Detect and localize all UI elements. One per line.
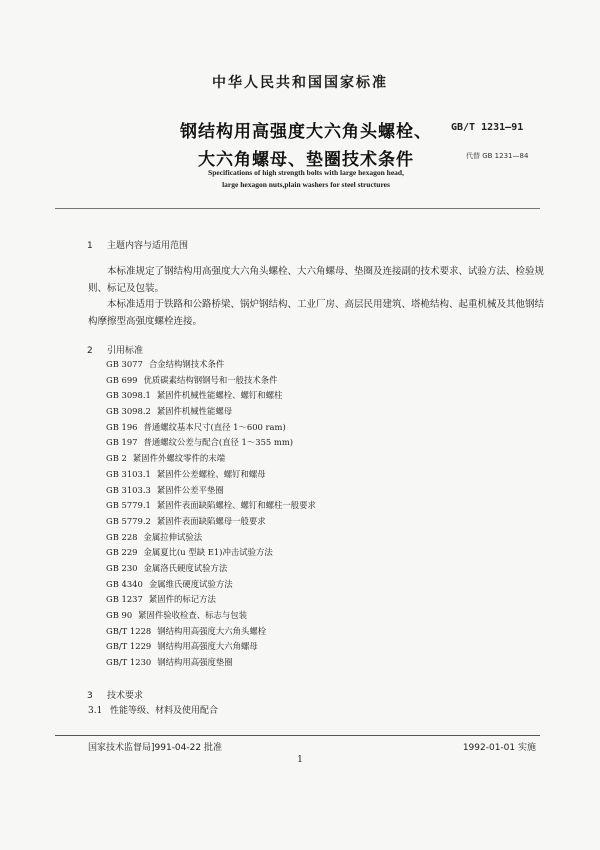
list-item (106, 545, 316, 561)
ref-title: 普通螺纹基本尺寸(直径 1～600 ram) (143, 421, 286, 432)
section-title: 主题内容与适用范围 (107, 241, 189, 251)
english-title (156, 167, 456, 191)
section-3-1-heading (88, 703, 218, 716)
list-item (106, 451, 316, 467)
ref-title: 金属拉伸试验法 (143, 531, 203, 542)
ref-title: 紧固件机械性能螺栓、螺钉和螺柱 (156, 390, 283, 401)
subsection-title: 性能等级、材料及使用配合 (110, 706, 219, 716)
section-number: 2 (87, 346, 93, 356)
standard-code: GB/T 1231—91 (451, 122, 524, 133)
list-item (106, 530, 316, 546)
ref-code: GB 230 (106, 562, 138, 573)
list-item (106, 420, 316, 436)
ref-title: 紧固件公差螺栓、螺钉和螺母 (156, 468, 266, 479)
list-item (106, 592, 316, 608)
section-3-heading (87, 688, 143, 701)
ref-code: GB 5779.1 (106, 500, 151, 511)
page-number: 1 (297, 755, 303, 765)
ref-code: GB/T 1230 (106, 657, 152, 668)
list-item (106, 373, 316, 389)
ref-code: GB/T 1229 (106, 641, 152, 652)
ref-code: GB 228 (106, 531, 138, 542)
ref-code: GB 197 (106, 437, 138, 448)
list-item (106, 624, 316, 640)
ref-code: GB 2 (106, 453, 127, 464)
implementation-date: 1992-01-01 实施 (462, 743, 536, 753)
list-item (106, 467, 316, 483)
ref-title: 金属夏比(u 型缺 E1)冲击试验方法 (143, 547, 273, 558)
ref-title: 钢结构用高强度垫圈 (157, 657, 233, 668)
section-1-paragraph-2: 本标准适用于铁路和公路桥梁、锅炉钢结构、工业厂房、高层民用建筑、塔桅结构、起重机械及其他钢结构摩擦型高强度螺栓连接。 (88, 299, 545, 327)
ref-code: GB/T 1228 (106, 625, 152, 636)
national-standard-label: 中华人民共和国国家标准 (212, 75, 388, 91)
ref-code: GB 4340 (106, 578, 143, 589)
section-title: 技术要求 (107, 691, 144, 701)
ref-title: 紧固件公差平垫圈 (156, 484, 224, 495)
ref-title: 金属维氏硬度试验方法 (148, 578, 233, 589)
replaces-note: 代替 GB 1231—84 (466, 152, 529, 160)
section-number: 3 (87, 691, 93, 701)
ref-title: 紧固件机械性能螺母 (156, 406, 233, 417)
ref-title: 紧固件表面缺陷螺母一般要求 (156, 515, 266, 526)
list-item (106, 388, 316, 404)
list-item (106, 561, 316, 577)
english-title-line1: Specifications of high strength bolts with large hexagon head, (208, 168, 404, 177)
list-item (106, 514, 316, 530)
list-item (106, 483, 316, 499)
referenced-standards-list (106, 357, 316, 671)
ref-title: 合金结构钢技术条件 (148, 359, 225, 369)
english-title-line2: large hexagon nuts,plain washers for steel structures (222, 180, 390, 189)
ref-code: GB 3098.1 (106, 390, 151, 401)
ref-code: GB 90 (106, 610, 133, 620)
ref-code: GB 3103.1 (106, 468, 151, 479)
ref-title: 紧固件的标记方法 (148, 594, 216, 605)
list-item (106, 577, 316, 593)
list-item (106, 608, 316, 624)
ref-code: GB 3077 (106, 359, 143, 369)
list-item (106, 655, 316, 671)
ref-code: GB 5779.2 (106, 515, 151, 526)
subsection-number: 3.1 (88, 706, 103, 716)
list-item (106, 404, 316, 420)
list-item (106, 435, 316, 451)
header-divider (55, 208, 540, 209)
footer-divider (55, 735, 540, 736)
ref-code: GB 1237 (106, 594, 143, 605)
list-item (106, 357, 316, 373)
standard-title-line2: 大六角螺母、垫圈技术条件 (198, 150, 414, 170)
ref-code: GB 3098.2 (106, 406, 151, 417)
section-1-heading (87, 238, 188, 251)
ref-title: 紧固件验收检查、标志与包装 (138, 610, 248, 620)
ref-title: 钢结构用高强度大六角螺母 (157, 641, 258, 652)
ref-code: GB 196 (106, 421, 138, 432)
approval-date: 国家技术监督局]991-04-22 批准 (88, 743, 222, 753)
ref-title: 金属洛氏硬度试验方法 (143, 562, 228, 573)
ref-title: 紧固件表面缺陷螺栓、螺钉和螺柱一般要求 (156, 500, 316, 511)
ref-title: 优质碳素结构钢钢号和一般技术条件 (143, 374, 278, 385)
list-item (106, 639, 316, 655)
ref-title: 钢结构用高强度大六角头螺栓 (157, 625, 267, 636)
ref-title: 紧固件外螺纹零件的末端 (132, 453, 225, 464)
list-item (106, 498, 316, 514)
ref-code: GB 699 (106, 374, 138, 385)
section-number: 1 (87, 241, 93, 251)
ref-code: GB 229 (106, 547, 138, 558)
ref-code: GB 3103.3 (106, 484, 151, 495)
section-1-paragraph-1: 本标准规定了钢结构用高强度大六角头螺栓、大六角螺母、垫圈及连接副的技术要求、试验方法、检验规则、标记及包装。 (88, 266, 545, 294)
ref-title: 普通螺纹公差与配合(直径 1～355 mm) (143, 437, 294, 448)
section-2-heading (87, 343, 143, 356)
section-title: 引用标准 (107, 346, 144, 356)
standard-title-line1: 钢结构用高强度大六角头螺栓、 (180, 122, 432, 142)
